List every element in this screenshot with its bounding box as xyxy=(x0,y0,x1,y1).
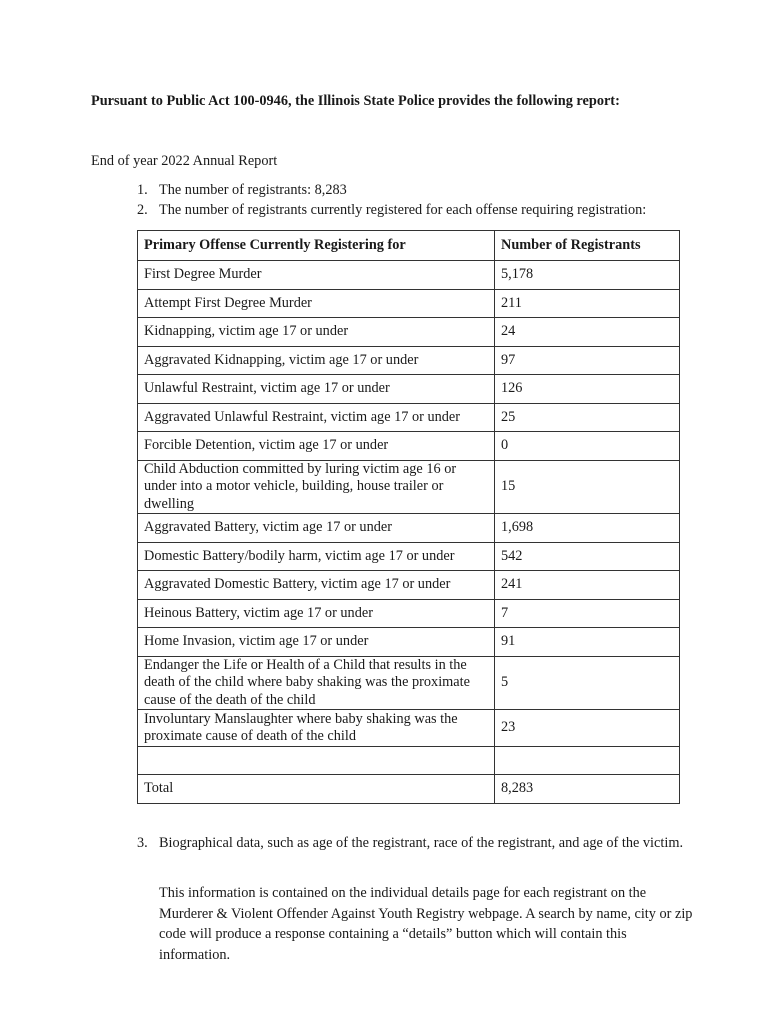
table-row-empty xyxy=(138,747,680,775)
offense-cell xyxy=(138,747,495,775)
total-count-cell: 8,283 xyxy=(495,775,680,804)
table-row xyxy=(138,289,680,318)
offense-cell: First Degree Murder xyxy=(138,261,495,290)
offense-cell: Involuntary Manslaughter where baby shaking was the proximate cause of death of the child xyxy=(138,710,495,747)
table-row-total xyxy=(138,775,680,804)
table-row xyxy=(138,656,680,710)
count-cell: 126 xyxy=(495,375,680,404)
total-label-cell: Total xyxy=(138,775,495,804)
list-number: 3. xyxy=(137,835,148,851)
report-heading: Pursuant to Public Act 100-0946, the Illinois State Police provides the following report: xyxy=(91,93,620,109)
info-paragraph: This information is contained on the individual details page for each registrant on the Murderer & Violent Offender Against Youth Registry webpage. A search by name, city or zip code will produce a response containing a “details” button which will contain this information. xyxy=(159,885,693,963)
count-cell: 23 xyxy=(495,710,680,747)
count-cell: 7 xyxy=(495,599,680,628)
offense-cell: Kidnapping, victim age 17 or under xyxy=(138,318,495,347)
table-header-row xyxy=(138,231,680,261)
offense-cell: Aggravated Battery, victim age 17 or under xyxy=(138,514,495,543)
list-text: Biographical data, such as age of the registrant, race of the registrant, and age of the victim. xyxy=(159,835,684,851)
count-cell xyxy=(495,747,680,775)
offense-cell: Aggravated Domestic Battery, victim age 17 or under xyxy=(138,571,495,600)
table-row xyxy=(138,261,680,290)
offense-cell: Aggravated Kidnapping, victim age 17 or under xyxy=(138,346,495,375)
count-cell: 5,178 xyxy=(495,261,680,290)
count-cell: 211 xyxy=(495,289,680,318)
list-item-registrant-count xyxy=(137,182,347,199)
offense-cell: Domestic Battery/bodily harm, victim age 17 or under xyxy=(138,542,495,571)
list-item-biographical-data xyxy=(137,834,697,854)
offense-cell: Aggravated Unlawful Restraint, victim age 17 or under xyxy=(138,403,495,432)
count-cell: 542 xyxy=(495,542,680,571)
column-header-count: Number of Registrants xyxy=(495,231,680,261)
report-subheading: End of year 2022 Annual Report xyxy=(91,153,278,169)
table-row xyxy=(138,710,680,747)
table-row xyxy=(138,318,680,347)
offense-cell: Endanger the Life or Health of a Child that results in the death of the child where baby shaking was the proximate cause of the death of the child xyxy=(138,656,495,710)
list-number: 1. xyxy=(137,182,148,198)
count-cell: 91 xyxy=(495,628,680,657)
count-cell: 1,698 xyxy=(495,514,680,543)
table-row xyxy=(138,403,680,432)
list-text: The number of registrants: 8,283 xyxy=(159,182,347,198)
offense-cell: Unlawful Restraint, victim age 17 or under xyxy=(138,375,495,404)
table-row xyxy=(138,460,680,514)
table-row xyxy=(138,599,680,628)
offense-cell: Forcible Detention, victim age 17 or under xyxy=(138,432,495,461)
offense-cell: Child Abduction committed by luring victim age 16 or under into a motor vehicle, building, house trailer or dwelling xyxy=(138,460,495,514)
offense-cell: Attempt First Degree Murder xyxy=(138,289,495,318)
list-item-offense-breakdown xyxy=(137,202,646,219)
offense-cell: Home Invasion, victim age 17 or under xyxy=(138,628,495,657)
table-row xyxy=(138,628,680,657)
table-row xyxy=(138,542,680,571)
count-cell: 0 xyxy=(495,432,680,461)
list-text: The number of registrants currently registered for each offense requiring registration: xyxy=(159,202,647,218)
table-row xyxy=(138,514,680,543)
offense-cell: Heinous Battery, victim age 17 or under xyxy=(138,599,495,628)
table-row xyxy=(138,375,680,404)
table-row xyxy=(138,432,680,461)
table-row xyxy=(138,346,680,375)
column-header-offense: Primary Offense Currently Registering for xyxy=(138,231,495,261)
count-cell: 24 xyxy=(495,318,680,347)
count-cell: 25 xyxy=(495,403,680,432)
count-cell: 241 xyxy=(495,571,680,600)
table-row xyxy=(138,571,680,600)
count-cell: 15 xyxy=(495,460,680,514)
offense-table xyxy=(137,230,680,804)
count-cell: 97 xyxy=(495,346,680,375)
list-number: 2. xyxy=(137,202,148,218)
count-cell: 5 xyxy=(495,656,680,710)
